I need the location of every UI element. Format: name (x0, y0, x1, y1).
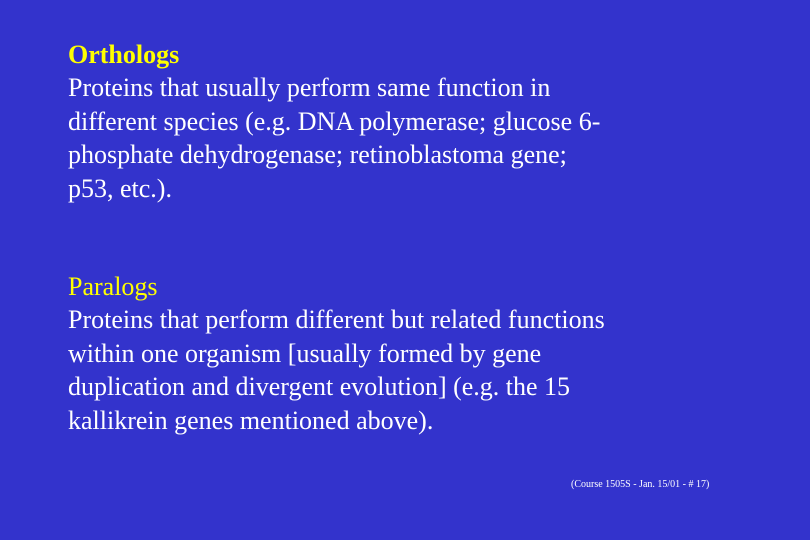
paralogs-section (68, 270, 768, 437)
paralogs-heading: Paralogs (68, 272, 158, 301)
paralogs-line-3: duplication and divergent evolution] (e.g. the 15 (68, 372, 571, 401)
course-footer: (Course 1505S - Jan. 15/01 - # 17) (571, 479, 710, 490)
orthologs-heading: Orthologs (68, 40, 180, 69)
paralogs-line-4: kallikrein genes mentioned above). (68, 405, 434, 435)
paralogs-line-2: within one organism [usually formed by gene (68, 338, 542, 368)
orthologs-section (68, 38, 768, 205)
paralogs-line-1: Proteins that perform different but related functions (68, 305, 605, 334)
orthologs-line-1: Proteins that usually perform same function in (68, 73, 551, 102)
orthologs-line-2: different species (e.g. DNA polymerase; glucose 6- (68, 106, 601, 136)
orthologs-line-3: phosphate dehydrogenase; retinoblastoma gene; (68, 140, 567, 169)
orthologs-line-4: p53, etc.). (68, 173, 172, 203)
